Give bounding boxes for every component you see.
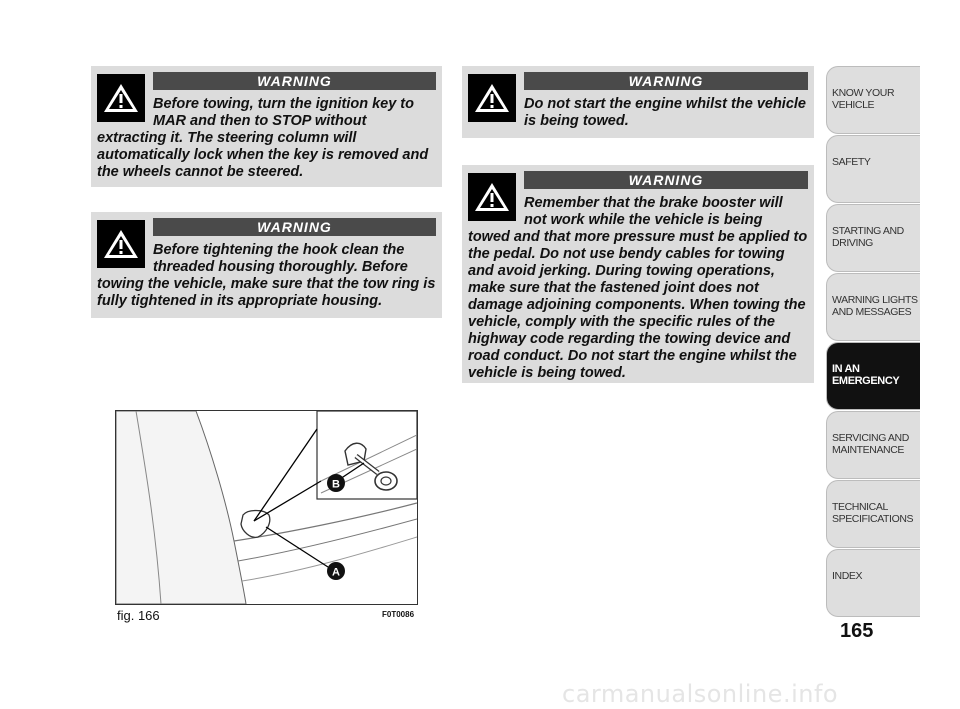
warning-heading: WARNING bbox=[524, 171, 808, 189]
warning-heading: WARNING bbox=[153, 72, 436, 90]
warning-heading: WARNING bbox=[153, 218, 436, 236]
figure-caption: fig. 166 bbox=[117, 608, 160, 623]
warning-box-engine bbox=[462, 66, 814, 138]
warning-text-first: Before tightening the hook clean the threaded housing thoroughly. Before bbox=[153, 242, 408, 275]
callout-b-label: B bbox=[332, 478, 340, 491]
warning-heading: WARNING bbox=[524, 72, 808, 90]
warning-triangle-icon bbox=[468, 74, 516, 122]
warning-text-first: Remember that the brake booster will not work while the vehicle is being bbox=[524, 195, 783, 228]
warning-text-rest: towed and that more pressure must be applied to the pedal. Do not use bendy cables for towing and avoid jerking. During towing operations, make sure that the fastened joint does not damage adjoining components. When towing the vehicle, comply with the specific rules of the highway code regarding the towing device and road conduct. Do not start the engine whilst the vehicle is being towed. bbox=[468, 229, 808, 381]
warning-triangle-icon bbox=[97, 220, 145, 268]
tab-safety[interactable]: SAFETY bbox=[826, 135, 920, 203]
warning-text-first: Before towing, turn the ignition key to MAR and then to STOP without bbox=[153, 96, 414, 129]
tab-know-your-vehicle[interactable]: KNOW YOUR VEHICLE bbox=[826, 66, 920, 134]
figure-code: F0T0086 bbox=[382, 610, 415, 619]
callout-a-label: A bbox=[332, 566, 340, 579]
tab-starting-and-driving[interactable]: STARTING AND DRIVING bbox=[826, 204, 920, 272]
figure-tow-hook bbox=[115, 410, 418, 605]
warning-triangle-icon bbox=[97, 74, 145, 122]
tow-hook-illustration bbox=[116, 411, 417, 604]
warning-text-rest: extracting it. The steering column will automatically lock when the key is removed and the wheels cannot be steered. bbox=[97, 130, 429, 180]
warning-text-rest: towing the vehicle, make sure that the tow ring is fully tightened in its appropriate housing. bbox=[97, 276, 436, 309]
tab-index[interactable]: INDEX bbox=[826, 549, 920, 617]
watermark: carmanualsonline.info bbox=[562, 680, 839, 708]
tab-servicing-and-maintenance[interactable]: SERVICING AND MAINTENANCE bbox=[826, 411, 920, 479]
page-number: 165 bbox=[840, 620, 874, 642]
warning-box-brake bbox=[462, 165, 814, 383]
tab-in-an-emergency[interactable]: IN AN EMERGENCY bbox=[826, 342, 920, 410]
warning-box-hook bbox=[91, 212, 442, 318]
warning-box-ignition bbox=[91, 66, 442, 187]
warning-triangle-icon bbox=[468, 173, 516, 221]
warning-text-first: Do not start the engine whilst the vehicle is being towed. bbox=[524, 96, 806, 129]
tab-warning-lights[interactable]: WARNING LIGHTS AND MESSAGES bbox=[826, 273, 920, 341]
tab-technical-specifications[interactable]: TECHNICAL SPECIFICATIONS bbox=[826, 480, 920, 548]
